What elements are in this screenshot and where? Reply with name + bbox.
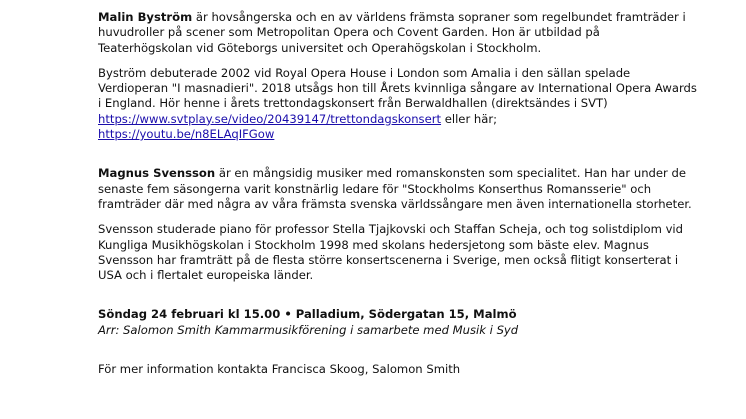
- event-organizer: Arr: Salomon Smith Kammarmusikförening i samarbete med Musik i Syd: [98, 322, 519, 337]
- artist-name-svensson: Magnus Svensson: [98, 166, 216, 181]
- bystrom-intro-text: är hovsångerska och en av världens främsta sopraner som regelbundet framträder i huvudroller på scener som Metropolitan Opera och Covent Garden. Hon är utbildad på Teaterhögskolan vid Göteborgs universitet och Operahögskolan i Stockholm.: [98, 10, 686, 55]
- paragraph-svensson-career: [98, 222, 698, 283]
- document-body: [98, 10, 698, 387]
- contact-line: För mer information kontakta Francisca Skoog, Salomon Smith: [98, 362, 461, 377]
- paragraph-svensson-intro: [98, 166, 698, 212]
- youtube-link[interactable]: https://youtu.be/n8ELAqIFGow: [98, 127, 275, 142]
- svtplay-link[interactable]: https://www.svtplay.se/video/20439147/trettondagskonsert: [98, 111, 442, 126]
- bystrom-career-text: Byström debuterade 2002 vid Royal Opera House i London som Amalia i den sällan spelade Verdioperan "I masnadieri". 2018 utsågs hon till Årets kvinnliga sångare av International Opera Awards i England. Hör henne i årets trettondagskonsert från Berwaldhallen (direktsändes i SVT): [98, 65, 697, 111]
- event-title: Söndag 24 februari kl 15.00 • Palladium, Södergatan 15, Malmö: [98, 307, 517, 322]
- svensson-career-text: Svensson studerade piano för professor Stella Tjajkovski och Staffan Scheja, och tog solistdiplom vid Kungliga Musikhögskolan i Stockholm 1998 med skolans hedersjetong som bäste elev. Magnus Svensson har framträtt på de flesta större konsertscenerna i Sverige, men också flitigt konserterat i USA och i flertalet europeiska länder.: [98, 222, 684, 283]
- artist-name-bystrom: Malin Byström: [98, 10, 193, 24]
- paragraph-bystrom-intro: [98, 10, 698, 56]
- svensson-intro-text: är en mångsidig musiker med romanskonsten som specialitet. Han har under de senaste fem säsongerna varit konstnärlig ledare för "Stockholms Konserthus Romansserie" och framträder där med några av våra främsta svenska världssångare men även internationella storheter.: [98, 166, 692, 211]
- event-info: [98, 307, 698, 338]
- paragraph-bystrom-career: [98, 66, 698, 142]
- link-separator-text: eller här;: [441, 111, 498, 126]
